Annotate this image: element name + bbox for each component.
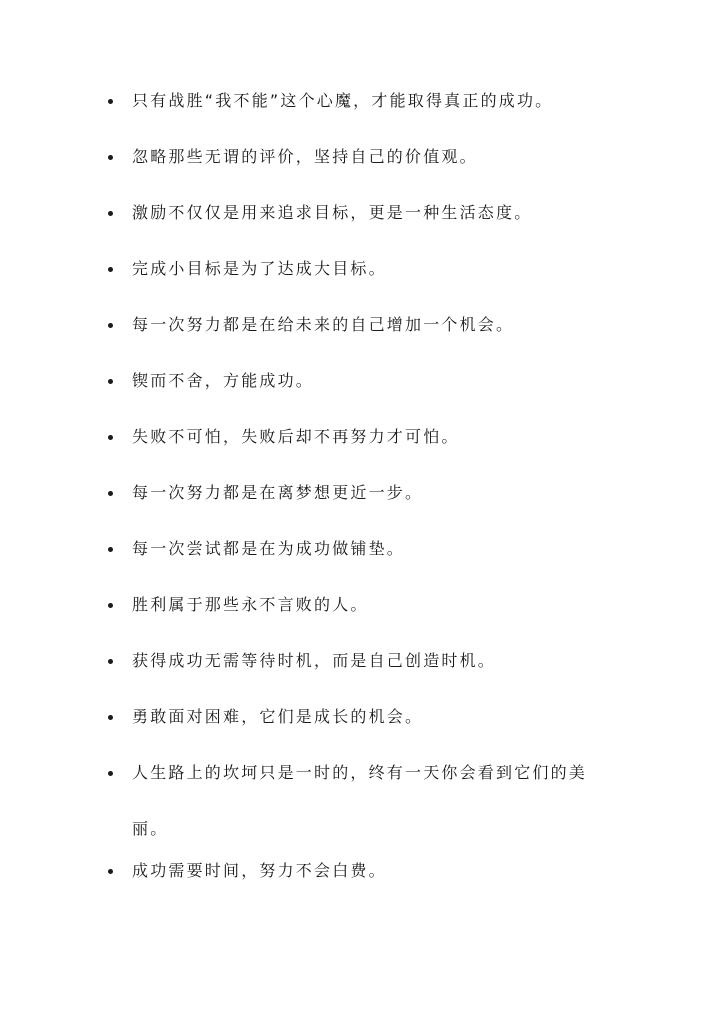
list-item-text: 成功需要时间，努力不会白费。: [132, 861, 387, 880]
bullet-icon: [108, 435, 113, 440]
list-item-text: 获得成功无需等待时机，而是自己创造时机。: [132, 651, 497, 670]
bullet-icon: [108, 155, 113, 160]
list-item-text: 每一次尝试都是在为成功做铺垫。: [132, 539, 406, 558]
bullet-icon: [108, 211, 113, 216]
bullet-icon: [108, 379, 113, 384]
list-item-text: 忽略那些无谓的评价，坚持自己的价值观。: [132, 147, 478, 166]
list-item-text: 每一次努力都是在给未来的自己增加一个机会。: [132, 315, 515, 334]
list-item-text: 人生路上的坎坷只是一时的，终有一天你会看到它们的美丽。: [132, 763, 588, 838]
bullet-icon: [108, 715, 113, 720]
list-item-text: 完成小目标是为了达成大目标。: [132, 259, 387, 278]
list-item-text: 失败不可怕，失败后却不再努力才可怕。: [132, 427, 460, 446]
list-item-text: 锲而不舍，方能成功。: [132, 371, 315, 390]
bullet-icon: [108, 603, 113, 608]
bullet-icon: [108, 547, 113, 552]
list-item-text: 勇敢面对困难，它们是成长的机会。: [132, 707, 424, 726]
bullet-icon: [108, 267, 113, 272]
bullet-icon: [108, 869, 113, 874]
bullet-icon: [108, 771, 113, 776]
bullet-icon: [108, 659, 113, 664]
list-item-text: 激励不仅仅是用来追求目标，更是一种生活态度。: [132, 203, 533, 222]
list-item-text: 胜利属于那些永不言败的人。: [132, 595, 369, 614]
bullet-icon: [108, 99, 113, 104]
list-item-text: 每一次努力都是在离梦想更近一步。: [132, 483, 424, 502]
bullet-icon: [108, 323, 113, 328]
bullet-icon: [108, 491, 113, 496]
list-item-text: 只有战胜“我不能”这个心魔，才能取得真正的成功。: [132, 91, 554, 110]
